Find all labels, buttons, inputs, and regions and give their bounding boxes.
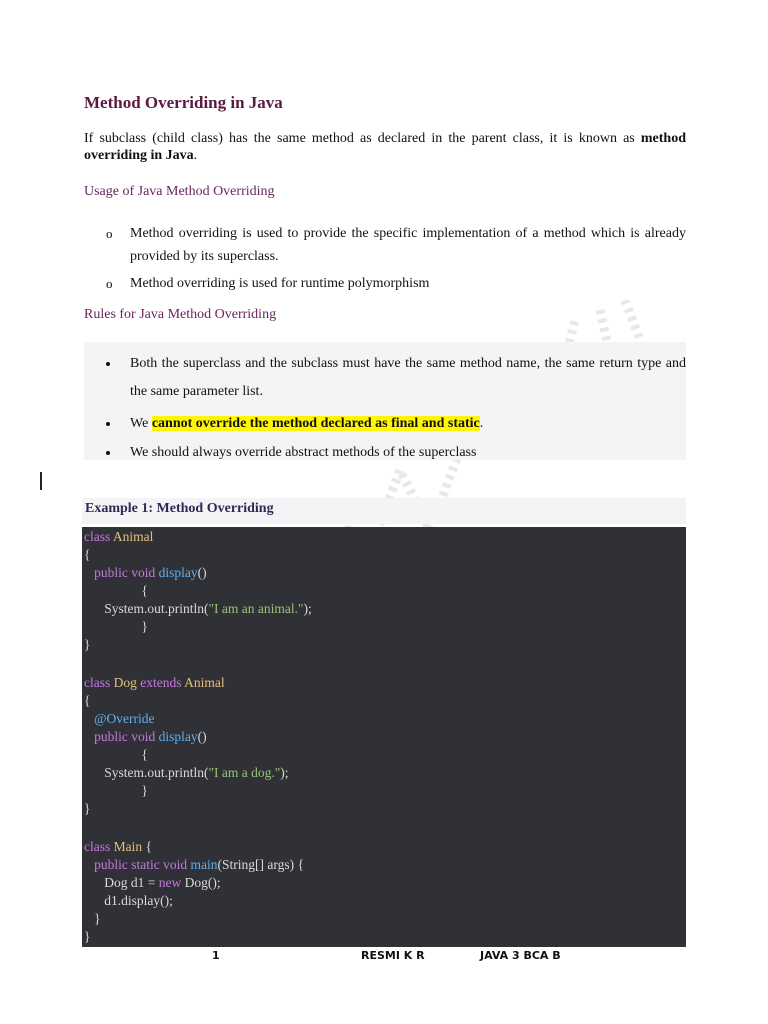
intro-bold: method overriding in Java [84,131,686,163]
list-item [84,350,686,400]
text-cursor [40,472,42,490]
list-item [84,415,686,435]
code-line: { [141,583,148,598]
code-line: Dog d1 = new Dog(); [104,875,221,890]
intro-end: . [193,148,198,163]
usage-heading: Usage of Java Method Overriding [84,184,275,199]
code-line: class Dog extends Animal [84,675,225,690]
highlighted-text: cannot override the method declared as final and static [151,416,480,431]
bullet-dot-icon [106,422,110,426]
intro-text: If subclass (child class) has the same method as declared in the parent class, it is known as [84,131,641,146]
code-line: } [84,801,91,816]
bullet-dot-icon [106,362,110,366]
rule-text: Both the superclass and the subclass must have the same method name, the same return type and the same parameter list. [130,356,686,399]
code-line: public void display() [94,565,207,580]
code-line: public void display() [94,729,207,744]
circle-bullet-icon: o [106,226,113,241]
list-item [84,272,686,295]
usage-list [84,222,686,295]
rule-text: We should always override abstract methods of the superclass [130,445,477,460]
code-line: } [141,783,148,798]
intro-paragraph [84,130,686,164]
footer-course: JAVA 3 BCA B [480,949,561,962]
code-line: } [141,619,148,634]
rule-text-pre: We [130,416,152,431]
rule-text [130,415,686,433]
code-line: System.out.println("I am an animal."); [104,601,312,616]
code-line: } [84,929,91,944]
page-title: Method Overriding in Java [84,93,283,112]
code-line: d1.display(); [104,893,173,908]
usage-item-text: Method overriding is used for runtime polymorphism [130,276,430,291]
circle-bullet-icon: o [106,276,113,291]
code-line: @Override [94,711,155,726]
code-line: public static void main(String[] args) { [94,857,304,872]
code-line: } [84,637,91,652]
bullet-dot-icon [106,451,110,455]
code-line: { [84,547,91,562]
example-heading: Example 1: Method Overriding [82,498,686,524]
list-item [84,222,686,268]
code-block [82,527,686,947]
rule-text-post: . [479,416,484,431]
code-line: class Main { [84,839,152,854]
rules-heading: Rules for Java Method Overriding [84,307,277,322]
usage-item-text: Method overriding is used to provide the specific implementation of a method which is already provided by its superclass. [130,226,686,264]
code-line: { [141,747,148,762]
footer-page-number: 1 [212,949,220,962]
code-line: System.out.println("I am a dog."); [104,765,289,780]
code-line: { [84,693,91,708]
code-line: } [94,911,101,926]
code-line: class Animal [84,529,154,544]
list-item [84,444,686,464]
footer-author: RESMI K R [361,949,425,962]
